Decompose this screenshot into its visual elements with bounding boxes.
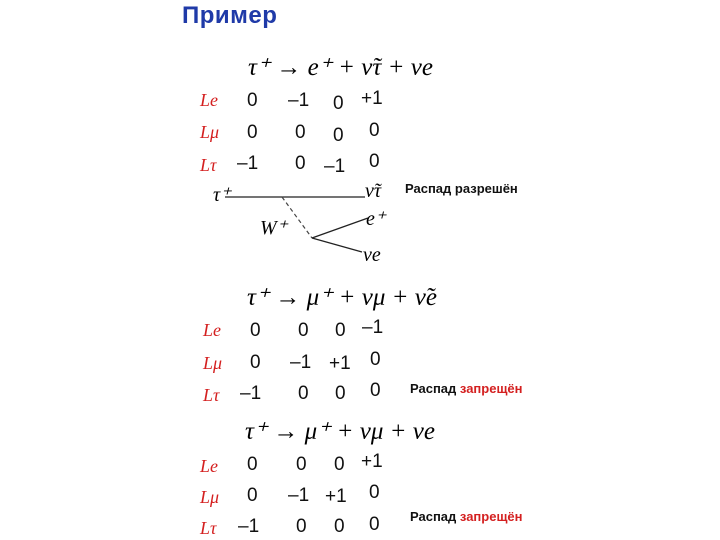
reaction-2-row-2-value: +1 [329, 353, 351, 374]
verdict-emphasis: запрещён [459, 509, 523, 524]
reaction-2-row-1-value: 0 [298, 320, 309, 341]
reaction-2-row-2-value: 0 [370, 349, 381, 370]
reaction-3-equation: τ⁺ → μ⁺ + νμ + νe [245, 418, 435, 445]
diagram-neutrino-label: νe [363, 244, 381, 266]
reaction-2-row-2-value: 0 [250, 352, 261, 373]
reaction-3-row-2-label: Lμ [200, 487, 220, 507]
reaction-1-verdict [405, 181, 518, 196]
reaction-2-row-3-value: 0 [370, 380, 381, 401]
reaction-1-row-3-value: –1 [324, 156, 346, 177]
reaction-3-row-3-value: –1 [238, 516, 260, 537]
reaction-2-row-2-label: Lμ [203, 353, 223, 373]
positron-line [312, 218, 368, 238]
reaction-1-row-3-label: Lτ [200, 155, 217, 175]
diagram-positron-label: e⁺ [366, 208, 386, 230]
reaction-1-row-2-value: 0 [295, 122, 306, 143]
reaction-2-equation: τ⁺ → μ⁺ + νμ + ν̃e [247, 284, 437, 311]
reaction-1-row-3-value: 0 [295, 153, 306, 174]
reaction-1-row-1-value: –1 [288, 90, 310, 111]
reaction-3-row-3-value: 0 [369, 514, 380, 535]
reaction-3-verdict [410, 509, 523, 524]
reaction-3-row-3-label: Lτ [200, 518, 217, 538]
reaction-3-row-3-value: 0 [296, 516, 307, 537]
reaction-1-row-2-value: 0 [333, 125, 344, 146]
reaction-3-row-2-value: +1 [325, 486, 347, 507]
reaction-1-row-2-value: 0 [369, 120, 380, 141]
reaction-3-row-1-label: Le [200, 456, 218, 476]
reaction-1-row-1-value: 0 [247, 90, 258, 111]
verdict-emphasis: запрещён [459, 381, 523, 396]
verdict-text: Распад [410, 509, 460, 524]
verdict-text: Распад [410, 381, 460, 396]
reaction-2-row-1-value: 0 [335, 320, 346, 341]
reaction-2-row-3-label: Lτ [203, 385, 220, 405]
reaction-2-row-3-value: 0 [335, 383, 346, 404]
reaction-1-equation: τ⁺ → e⁺ + ν̃τ + νe [248, 54, 433, 81]
reaction-3-row-1-value: +1 [361, 451, 383, 472]
reaction-2-row-1-value: –1 [362, 317, 384, 338]
reaction-1-row-1-value: +1 [361, 88, 383, 109]
reaction-1-row-1-value: 0 [333, 93, 344, 114]
reaction-1-row-3-value: 0 [369, 151, 380, 172]
diagram-antineutrino-label: ν̃τ [365, 180, 382, 202]
reaction-1-row-2-label: Lμ [200, 122, 220, 142]
verdict-text: Распад разрешён [405, 181, 518, 196]
reaction-2-verdict [410, 381, 523, 396]
reaction-3-row-2-value: –1 [288, 485, 310, 506]
reaction-3-row-1-value: 0 [247, 454, 258, 475]
reaction-2-row-1-value: 0 [250, 320, 261, 341]
reaction-2-row-3-value: 0 [298, 383, 309, 404]
reaction-3-row-2-value: 0 [247, 485, 258, 506]
slide-title: Пример [182, 2, 278, 29]
neutrino-line [312, 238, 362, 252]
reaction-3-row-1-value: 0 [334, 454, 345, 475]
diagram-w-label: W⁺ [260, 217, 288, 239]
reaction-2-row-1-label: Le [203, 320, 221, 340]
reaction-1-row-1-label: Le [200, 90, 218, 110]
reaction-1-row-3-value: –1 [237, 153, 259, 174]
reaction-2-row-3-value: –1 [240, 383, 262, 404]
reaction-3-row-3-value: 0 [334, 516, 345, 537]
reaction-3-row-2-value: 0 [369, 482, 380, 503]
reaction-1-row-2-value: 0 [247, 122, 258, 143]
reaction-3-row-1-value: 0 [296, 454, 307, 475]
diagram-tau-label: τ⁺ [213, 184, 231, 206]
reaction-2-row-2-value: –1 [290, 352, 312, 373]
